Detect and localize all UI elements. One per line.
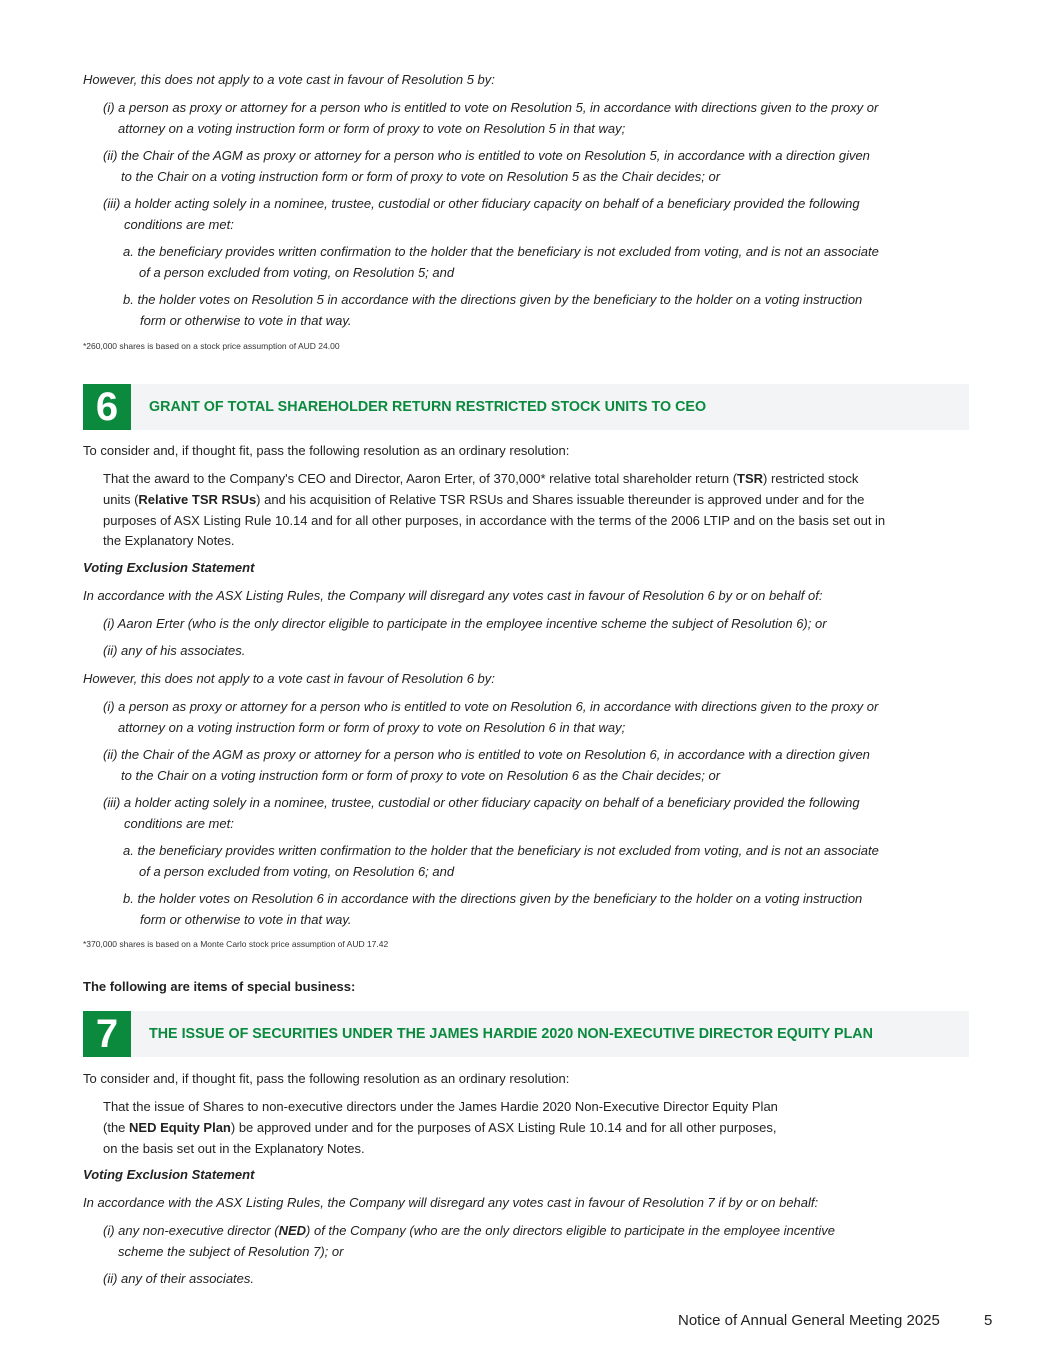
ned-term: NED <box>278 1223 307 1238</box>
resolution-number-6: 6 <box>83 384 131 430</box>
special-business-heading: The following are items of special business: <box>83 979 356 994</box>
res7-exclusion-i: (i) any non-executive director (NED) of the Company (who are the only directors eligible to participate in the employee incentive scheme the subject of Resolution 7); or <box>103 1223 835 1259</box>
resolution-6-title: GRANT OF TOTAL SHAREHOLDER RETURN RESTRICTED STOCK UNITS TO CEO <box>149 399 707 415</box>
resolution-6-banner <box>83 384 969 430</box>
resolution-7-title: THE ISSUE OF SECURITIES UNDER THE JAMES HARDIE 2020 NON-EXECUTIVE DIRECTOR EQUITY PLAN <box>149 1026 873 1042</box>
condition-a-res6: a. the beneficiary provides written confirmation to the holder that the beneficiary is not excluded from voting, and is not an associate of a person excluded from voting, on Resolution 6; and <box>123 843 879 879</box>
res6-intro: To consider and, if thought fit, pass the following resolution as an ordinary resolution: <box>83 443 570 458</box>
proxy-item-i-res5: (i) a person as proxy or attorney for a person who is entitled to vote on Resolution 5, in accordance with directions given to the proxy or attorney on a voting instruction form or form of proxy to vote on Resolution 5 in that way; <box>103 100 879 136</box>
condition-a-res5: a. the beneficiary provides written confirmation to the holder that the beneficiary is not excluded from voting, and is not an associate of a person excluded from voting, on Resolution 5; and <box>123 244 879 280</box>
resolution-7-banner <box>83 1011 969 1057</box>
proxy-item-iii-res6: (iii) a holder acting solely in a nominee, trustee, custodial or other fiduciary capacity on behalf of a beneficiary provided the following conditions are met: <box>103 795 860 831</box>
resolution-number-7: 7 <box>83 1011 131 1057</box>
tsr-term: TSR <box>737 471 764 486</box>
condition-b-res5: b. the holder votes on Resolution 5 in accordance with the directions given by the beneficiary to the holder on a voting instruction form or otherwise to vote in that way. <box>123 292 863 328</box>
ned-equity-plan-term: NED Equity Plan <box>129 1119 231 1135</box>
res7-exclusion-ii: (ii) any of their associates. <box>103 1271 255 1286</box>
condition-b-res6: b. the holder votes on Resolution 6 in accordance with the directions given by the beneficiary to the holder on a voting instruction form or otherwise to vote in that way. <box>123 891 863 927</box>
res7-ves-heading: Voting Exclusion Statement <box>83 1167 255 1182</box>
res6-exclusion-ii: (ii) any of his associates. <box>103 643 246 658</box>
res6-resolution-text: That the award to the Company's CEO and Director, Aaron Erter, of 370,000* relative total shareholder return (TSR) restricted stock units (Relative TSR RSUs) and his acquisition of Relative TSR RSUs and Shares issuable thereunder is approved under and for the purposes of ASX Listing Rule 10.14 and for all other purposes, in accordance with the terms of the 2006 LTIP and on the basis set out in the Explanatory Notes. <box>103 471 886 549</box>
proxy-item-ii-res5: (ii) the Chair of the AGM as proxy or attorney for a person who is entitled to vote on Resolution 5, in accordance with a direction given to the Chair on a voting instruction form or form of proxy to vote on Resolution 5 as the Chair decides; or <box>103 148 870 184</box>
proxy-item-ii-res6: (ii) the Chair of the AGM as proxy or attorney for a person who is entitled to vote on Resolution 6, in accordance with a direction given to the Chair on a voting instruction form or form of proxy to vote on Resolution 6 as the Chair decides; or <box>103 747 870 783</box>
proxy-item-iii-res5: (iii) a holder acting solely in a nominee, trustee, custodial or other fiduciary capacity on behalf of a beneficiary provided the following conditions are met: <box>103 196 860 232</box>
res6-exclusion-i: (i) Aaron Erter (who is the only director eligible to participate in the employee incentive scheme the subject of Resolution 6); or <box>103 616 827 631</box>
footer-title: Notice of Annual General Meeting 2025 <box>678 1312 940 1329</box>
res7-resolution-text: That the issue of Shares to non-executive directors under the James Hardie 2020 Non-Executive Director Equity Plan (the NED Equity Plan) be approved under and for the purposes of ASX Listing Rule 10.14 and for all other purposes, on the basis set out in the Explanatory Notes. <box>103 1099 778 1156</box>
res6-ves-intro: In accordance with the ASX Listing Rules, the Company will disregard any votes cast in favour of Resolution 6 by or on behalf of: <box>83 588 823 603</box>
res7-intro: To consider and, if thought fit, pass the following resolution as an ordinary resolution: <box>83 1071 570 1086</box>
res6-ves-heading: Voting Exclusion Statement <box>83 560 255 575</box>
proxy-item-i-res6: (i) a person as proxy or attorney for a person who is entitled to vote on Resolution 6, in accordance with directions given to the proxy or attorney on a voting instruction form or form of proxy to vote on Resolution 6 in that way; <box>103 699 879 735</box>
footnote-res6: *370,000 shares is based on a Monte Carlo stock price assumption of AUD 17.42 <box>83 939 389 949</box>
however-clause-res5: However, this does not apply to a vote cast in favour of Resolution 5 by: <box>83 72 495 87</box>
footnote-res5: *260,000 shares is based on a stock price assumption of AUD 24.00 <box>83 341 340 351</box>
page-number: 5 <box>984 1312 993 1329</box>
however-clause-res6: However, this does not apply to a vote cast in favour of Resolution 6 by: <box>83 671 495 686</box>
res7-ves-intro: In accordance with the ASX Listing Rules, the Company will disregard any votes cast in favour of Resolution 7 if by or on behalf: <box>83 1195 819 1210</box>
relative-tsr-rsus-term: Relative TSR RSUs <box>138 491 257 507</box>
